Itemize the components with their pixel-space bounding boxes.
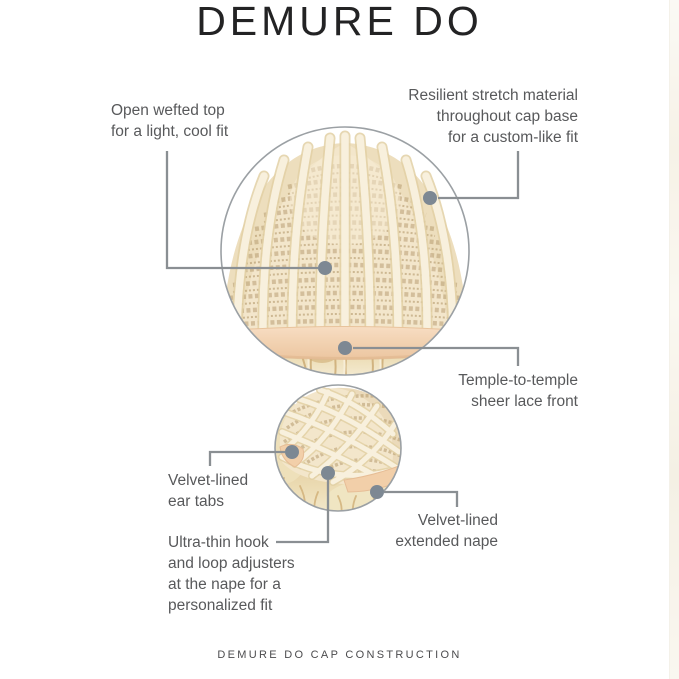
callout-line-ear-tabs bbox=[210, 452, 285, 466]
label-line: Temple-to-temple bbox=[458, 372, 578, 389]
adjacent-image-edge bbox=[669, 0, 679, 679]
label-line: Ultra-thin hook bbox=[168, 534, 269, 551]
label-hook-loop bbox=[168, 532, 295, 616]
callout-line-extended-nape bbox=[384, 492, 457, 507]
callout-dot-ear-tabs bbox=[285, 445, 299, 459]
label-ear-tabs bbox=[168, 470, 248, 512]
label-line: Velvet-lined bbox=[417, 512, 498, 529]
label-lace-front bbox=[458, 370, 578, 412]
callout-dot-lace-front bbox=[338, 341, 352, 355]
cap-construction-caption: DEMURE DO CAP CONSTRUCTION bbox=[217, 649, 462, 661]
label-open-wefted-top bbox=[111, 100, 228, 142]
label-line: ear tabs bbox=[168, 493, 225, 510]
label-line: and loop adjusters bbox=[168, 555, 295, 572]
label-line: personalized fit bbox=[168, 597, 273, 614]
label-line: Resilient stretch material bbox=[408, 87, 578, 104]
label-line: for a custom-like fit bbox=[447, 129, 578, 146]
label-resilient-stretch bbox=[408, 85, 578, 148]
label-line: for a light, cool fit bbox=[111, 123, 229, 140]
label-line: sheer lace front bbox=[471, 393, 578, 410]
label-line: throughout cap base bbox=[436, 108, 578, 125]
callout-dot-extended-nape bbox=[370, 485, 384, 499]
label-line: Open wefted top bbox=[111, 102, 225, 119]
callout-dot-hook-loop bbox=[321, 466, 335, 480]
callout-dot-open-wefted-top bbox=[318, 261, 332, 275]
label-line: extended nape bbox=[395, 533, 498, 550]
callout-dot-resilient-stretch bbox=[423, 191, 437, 205]
label-line: Velvet-lined bbox=[168, 472, 249, 489]
label-line: at the nape for a bbox=[168, 576, 281, 593]
callout-line-resilient-stretch bbox=[438, 151, 518, 198]
product-title: DEMURE DO bbox=[196, 0, 483, 44]
label-extended-nape bbox=[395, 510, 498, 552]
